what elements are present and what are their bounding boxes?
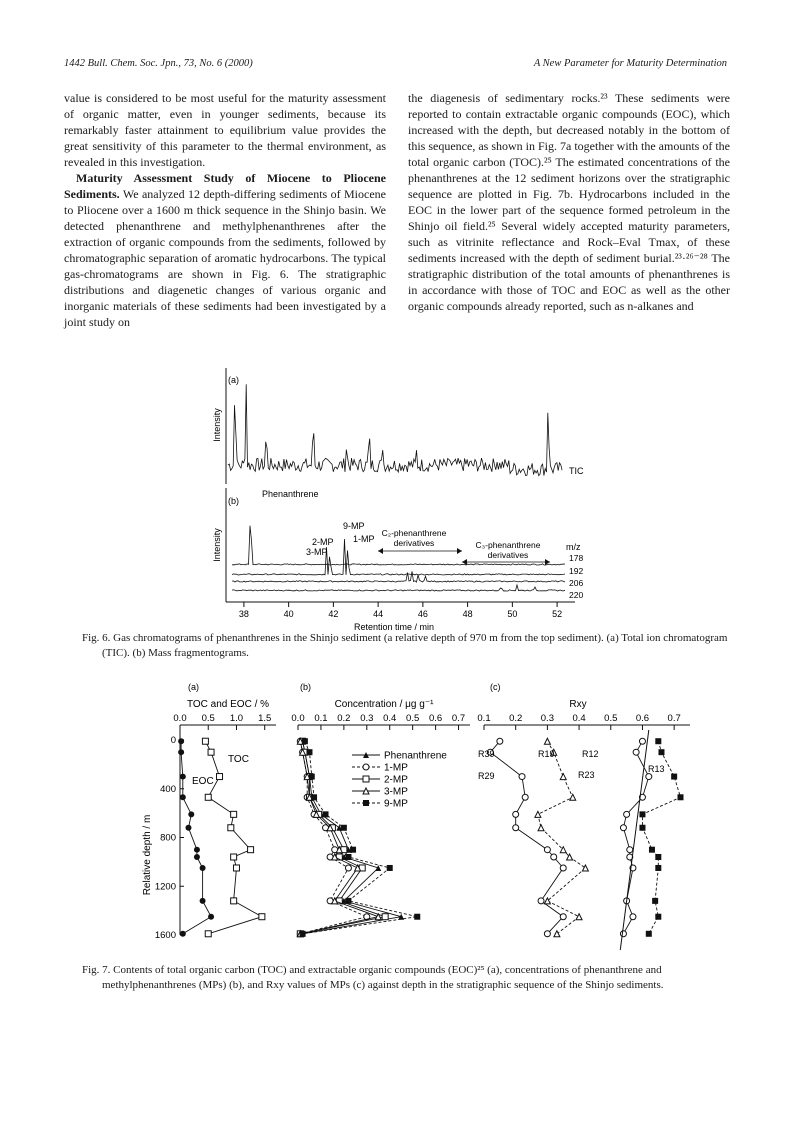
x-tick-label: 1.5 xyxy=(258,713,272,724)
data-point xyxy=(200,865,206,871)
fragmentogram-trace xyxy=(232,585,565,591)
running-header-left: 1442 Bull. Chem. Soc. Jpn., 73, No. 6 (2000) xyxy=(64,58,253,69)
mz-label: m/z xyxy=(566,542,581,552)
x-tick-label: 40 xyxy=(283,609,294,619)
panel-b-title: Concentration / μg g⁻¹ xyxy=(334,699,434,710)
section-heading: Maturity Assessment Study of Miocene to Pliocene Sediments. xyxy=(64,171,386,201)
legend-entry: 3-MP xyxy=(384,786,408,798)
data-point xyxy=(544,738,550,744)
paragraph: value is considered to be most useful for the maturity assessment of organic matter, even in younger sediments, because its remarkably faster attainment to equilibrium value provides the great sensitivity of this parameter to the thermal environment, as revealed in this investigation. xyxy=(64,91,386,169)
peak-label-9mp: 9-MP xyxy=(343,521,365,531)
peak-label-phenanthrene: Phenanthrene xyxy=(262,489,319,499)
data-point xyxy=(624,811,630,817)
legend-entry: 9-MP xyxy=(384,798,408,810)
x-tick-label: 0.5 xyxy=(604,713,618,724)
x-tick-label: 0.4 xyxy=(383,713,397,724)
data-point xyxy=(231,854,237,860)
data-point xyxy=(560,865,566,871)
data-point xyxy=(639,738,645,744)
y-tick-label: 1600 xyxy=(154,930,176,941)
r39-label: R39 xyxy=(478,749,495,759)
data-point xyxy=(311,794,317,800)
c3-label-2: derivatives xyxy=(487,550,529,560)
y-axis-label: Intensity xyxy=(212,408,222,442)
y-tick-label: 800 xyxy=(160,832,176,844)
peak-label-1mp: 1-MP xyxy=(353,534,375,544)
panel-label-a: (a) xyxy=(188,682,199,692)
data-point xyxy=(309,774,315,780)
body-column-left xyxy=(64,90,386,330)
data-point xyxy=(382,914,388,920)
data-point xyxy=(522,794,528,800)
data-point xyxy=(620,931,626,937)
legend xyxy=(352,751,447,810)
x-tick-label: 0.4 xyxy=(572,713,586,724)
data-point xyxy=(497,738,503,744)
figure-6-chromatogram xyxy=(0,340,793,640)
data-point xyxy=(560,774,566,780)
data-point xyxy=(228,825,234,831)
series-line xyxy=(181,741,211,934)
legend-entry: Phenanthrene xyxy=(384,750,447,762)
series-line xyxy=(300,741,385,934)
x-tick-label: 0.5 xyxy=(406,713,420,724)
panel-c-title: Rxy xyxy=(569,699,587,710)
data-point xyxy=(513,825,519,831)
data-point xyxy=(639,825,645,831)
panel-a-title: TOC and EOC / % xyxy=(186,699,270,710)
data-point xyxy=(248,847,254,853)
data-point xyxy=(646,931,652,937)
fragmentogram-trace xyxy=(232,571,565,582)
data-point xyxy=(655,738,661,744)
r12-label: R12 xyxy=(582,749,599,759)
data-point xyxy=(259,914,265,920)
x-tick-label: 44 xyxy=(373,609,384,619)
data-point xyxy=(302,738,308,744)
x-axis-label: Retention time / min xyxy=(353,622,435,632)
data-point xyxy=(560,914,566,920)
data-point xyxy=(345,854,351,860)
data-point xyxy=(180,794,186,800)
data-point xyxy=(630,914,636,920)
data-point xyxy=(180,774,186,780)
data-point xyxy=(178,749,184,755)
x-tick-label: 0.0 xyxy=(291,713,305,724)
y-axis-label: Relative depth / m xyxy=(142,814,153,896)
body-column-right xyxy=(408,90,730,314)
peak-label-3mp: 3-MP xyxy=(306,547,328,557)
data-point xyxy=(414,914,420,920)
legend-entry: 2-MP xyxy=(384,774,408,786)
x-tick-label: 0.7 xyxy=(667,713,681,724)
figure-7-caption: Fig. 7. Contents of total organic carbon (TOC) and extractable organic compounds (EOC)²⁵ (a), concentrations of phenanthrene and methylphenanthrenes (MPs) (b), and Rxy values of MPs (c) against depth in the stratigraphic sequence of the Shinjo sediments. xyxy=(82,964,664,991)
data-point xyxy=(217,774,223,780)
data-point xyxy=(208,914,214,920)
data-point xyxy=(363,764,369,770)
x-tick-label: 0.2 xyxy=(337,713,351,724)
panel-label-a: (a) xyxy=(228,375,239,385)
data-point xyxy=(582,865,588,871)
paragraph: the diagenesis of sedimentary rocks.²³ These sediments were reported to contain extractable organic compounds (EOC), which increased with the depth, but decreased notably in the bottom of this sequence, as shown in Fig. 7a together with the amounts of the total organic carbon (TOC).²⁵ The estimated concentrations of the phenanthrenes at the 12 sediment horizons over the stratigraphic sequence are plotted in Fig. 7b. Hydrocarbons included in the EOC in the lower part of the sequence formed petroleum in the Shinjo oil field.²⁵ Several widely accepted maturity parameters, such as vitrinite reflectance and Rock–Eval Tmax, of these sediments increased with the depth of sediment burial.²³·²⁶⁻²⁸ The stratigraphic distribution of the total amounts of phenanthrenes is in accordance with those of TOC and EOC as well as the other organic compounds already reported, such as n-alkanes and xyxy=(408,91,730,313)
data-point xyxy=(387,865,393,871)
data-point xyxy=(551,854,557,860)
data-point xyxy=(188,811,194,817)
y-axis-label: Intensity xyxy=(212,528,222,562)
tic-trace xyxy=(228,384,562,475)
data-point xyxy=(639,811,645,817)
data-point xyxy=(652,898,658,904)
data-point xyxy=(350,847,356,853)
data-point xyxy=(535,811,541,817)
data-point xyxy=(655,865,661,871)
y-tick-label: 0 xyxy=(170,735,176,746)
data-point xyxy=(538,898,544,904)
data-point xyxy=(658,749,664,755)
x-tick-label: 0.1 xyxy=(477,713,491,724)
x-tick-label: 38 xyxy=(238,609,249,619)
data-point xyxy=(649,847,655,853)
panel-label-c: (c) xyxy=(490,682,501,692)
figure-6-caption: Fig. 6. Gas chromatograms of phenanthrenes in the Shinjo sediment (a relative depth of 970 m from the top sediment). (a) Total ion chromatogram (TIC). (b) Mass fragmentograms. xyxy=(82,632,728,659)
data-point xyxy=(180,931,186,937)
data-point xyxy=(233,865,239,871)
data-point xyxy=(646,774,652,780)
paragraph: We analyzed 12 depth-differing sediments of Miocene to Pliocene over a 1600 m thick sequence in the Shinjo basin. We detected phenanthrene and methylphenanthrenes after the extraction of organic compounds from the sediments, followed by chromatographic separation of aromatic hydrocarbons. The typical gas-chromatograms are shown in Fig. 6. The stratigraphic distributions and diagenetic changes of various organic and inorganic materials of these sediments had been investigated by a joint study on xyxy=(64,187,386,329)
data-point xyxy=(200,898,206,904)
mz-220: 220 xyxy=(569,590,584,600)
data-point xyxy=(178,738,184,744)
data-point xyxy=(185,825,191,831)
data-point xyxy=(655,914,661,920)
x-tick-label: 0.0 xyxy=(173,713,187,724)
peak-label-2mp: 2-MP xyxy=(312,537,334,547)
data-point xyxy=(576,914,582,920)
data-point xyxy=(194,854,200,860)
x-tick-label: 0.3 xyxy=(360,713,374,724)
x-tick-label: 0.2 xyxy=(509,713,523,724)
x-tick-label: 48 xyxy=(462,609,473,619)
data-point xyxy=(363,776,369,782)
x-tick-label: 0.6 xyxy=(635,713,650,724)
data-point xyxy=(306,749,312,755)
data-point xyxy=(570,794,576,800)
data-point xyxy=(544,847,550,853)
data-point xyxy=(231,898,237,904)
c3-label: C₃-phenanthrene xyxy=(475,540,541,550)
x-tick-label: 1.0 xyxy=(229,713,244,724)
y-tick-label: 400 xyxy=(160,783,176,795)
data-point xyxy=(208,749,214,755)
mz-206: 206 xyxy=(569,578,584,588)
c2-label-2: derivatives xyxy=(393,538,435,548)
legend-entry: 1-MP xyxy=(384,762,408,774)
data-point xyxy=(363,800,369,806)
x-tick-label: 42 xyxy=(328,609,339,619)
r19-label: R19 xyxy=(538,749,555,759)
data-point xyxy=(519,774,525,780)
running-header-right: A New Parameter for Maturity Determination xyxy=(533,58,727,69)
series-line xyxy=(623,741,648,934)
x-tick-label: 0.3 xyxy=(540,713,554,724)
x-tick-label: 46 xyxy=(417,609,428,619)
panel-axes xyxy=(155,713,690,941)
data-point xyxy=(194,847,200,853)
x-tick-label: 50 xyxy=(507,609,518,619)
x-axis-ticks xyxy=(239,602,562,619)
data-point xyxy=(345,865,351,871)
x-tick-label: 52 xyxy=(552,609,563,619)
x-tick-label: 0.1 xyxy=(314,713,328,724)
r13-label: R13 xyxy=(648,764,665,774)
toc-label: TOC xyxy=(228,754,249,765)
data-point xyxy=(205,931,211,937)
series-line xyxy=(205,741,262,934)
r23-label: R23 xyxy=(578,770,595,780)
mz-192: 192 xyxy=(569,566,584,576)
data-point xyxy=(205,794,211,800)
panel-label-b: (b) xyxy=(300,682,311,692)
data-point xyxy=(677,794,683,800)
mz-178: 178 xyxy=(569,553,584,563)
series-line xyxy=(490,741,563,934)
panel-label-b: (b) xyxy=(228,496,239,506)
y-tick-label: 1200 xyxy=(154,881,176,893)
tic-label: TIC xyxy=(569,466,584,476)
data-point xyxy=(323,811,329,817)
data-point xyxy=(655,854,661,860)
data-point xyxy=(627,847,633,853)
r29-label: R29 xyxy=(478,771,495,781)
data-point xyxy=(341,825,347,831)
x-tick-label: 0.7 xyxy=(451,713,466,724)
figure-7-depth-profiles xyxy=(0,678,793,978)
x-tick-label: 0.5 xyxy=(201,713,215,724)
data-point xyxy=(544,931,550,937)
data-point xyxy=(633,749,639,755)
c2-label: C₂-phenanthrene xyxy=(381,528,447,538)
data-point xyxy=(620,825,626,831)
data-point xyxy=(671,774,677,780)
data-point xyxy=(513,811,519,817)
panel-data xyxy=(178,730,683,950)
data-point xyxy=(345,898,351,904)
data-point xyxy=(231,811,237,817)
data-point xyxy=(202,738,208,744)
data-point xyxy=(538,825,544,831)
x-tick-label: 0.6 xyxy=(428,713,443,724)
eoc-label: EOC xyxy=(192,776,214,787)
data-point xyxy=(300,931,306,937)
